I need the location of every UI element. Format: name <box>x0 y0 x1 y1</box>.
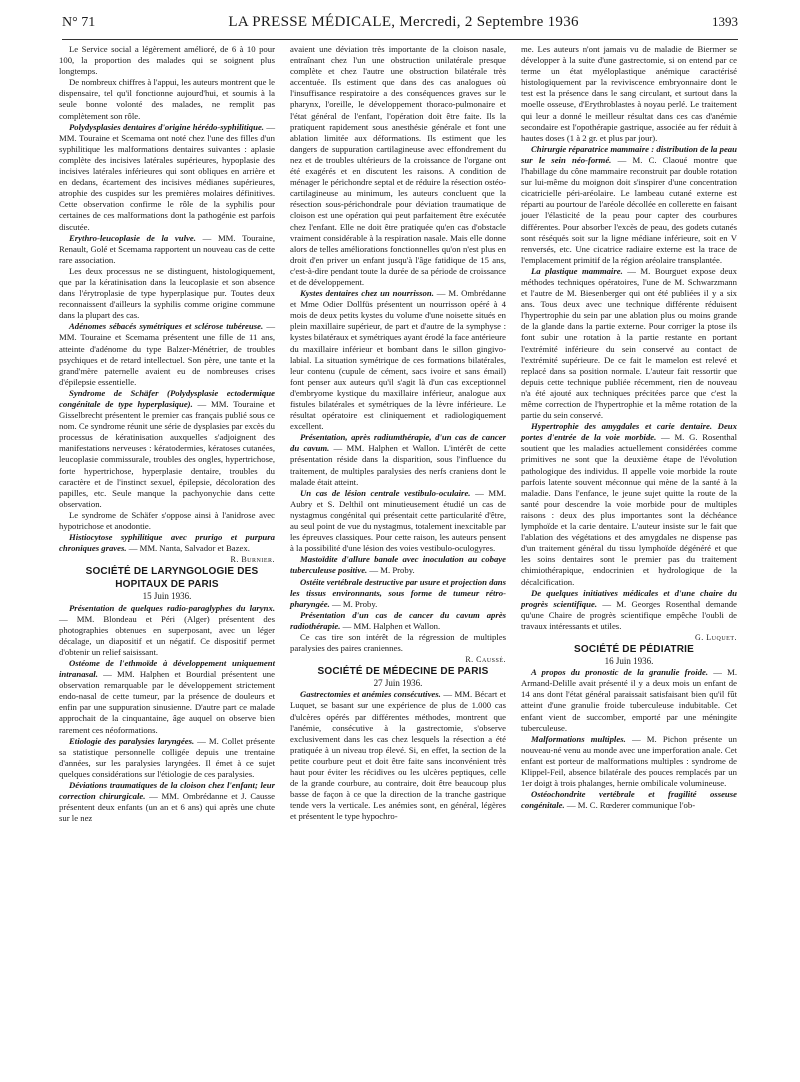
page-header <box>62 14 738 34</box>
article <box>290 554 506 576</box>
article <box>290 689 506 822</box>
article-title: Hypertrophie des amygdales et carie dentaire. Deux portes d'entrée de la voie morbide. <box>521 421 737 443</box>
article-body: — MM. Touraine, Renault, Golé et Scemama rapportent un nouveau cas de cette rare association. <box>59 232 275 265</box>
article-body: — MM. Touraine et Scemama ont noté chez l'une des filles d'un syphilitique les malformations dentaires suivantes : aplasie complète des incisives latérales supérieures, hypoplasie des incisives latérales inférieures qui sont obliques en arrière et en dedans, écartement des incisives médianes supérieures, atrophie des cuspides sur les premières molaires définitives. Cette observation confirme le rôle de la syphilis pour certaines de ces malformations dont la pathogénie est parfois discutée. <box>59 121 276 232</box>
article <box>59 233 275 266</box>
article-title: Malformations multiples. <box>531 733 626 744</box>
article <box>59 532 275 554</box>
article-title: Présentation de quelques radio-paraglyphes du larynx. <box>69 602 275 613</box>
article-body: — M. G. Rosenthal soutient que les maladies actuellement considérées comme primitives ne sont que la deuxième étape de l'évolution pathologique des individus. Il appelle voie morbide la route parfois latente souvent méconnue qui mène de la santé à la maladie. Dans l'enfance, le jeune sujet quitte la route de la santé pour descendre la voie morbide pour de multiples raisons : deux des plus importantes sont la déchéance lymphoïde et la carie dentaire. L'auteur insiste sur le fait que l'ablation des végétations et des amygdales ne dispense pas d'un traitement général du tissu lymphoïde dégénéré et que les soins dentaires sont le premier pas du traitement chimiothérapique, endocrinien et hydrologique de la décalcification. <box>521 432 737 587</box>
article <box>59 780 275 824</box>
article-body: — M. C. Claoué montre que l'habillage du cône mammaire reconstruit par double rotation sur lui-même du moignon doit s'inspirer d'une concentration cicatricielle péri-aréolaire. Le lambeau cutané externe est réparti au pourtour de l'aréole décollée en collerette en faisant jouer l'élasticité de la peau pour capter des courbures différentes. Pour absorber l'excès de peau, des godets cutanés sont réséqués soit sur la ligne médiane inférieure, soit en V renversés, etc. Une cicatrice radiaire externe est la trace de l'emplacement primitif de la région aréolaire transplantée. <box>521 154 737 265</box>
article <box>290 488 506 555</box>
section-heading: SOCIÉTÉ DE PÉDIATRIE <box>574 644 694 656</box>
article <box>521 588 737 632</box>
article-title: Polydysplasies dentaires d'origine hérédo-syphilitique. <box>69 121 264 132</box>
article <box>521 734 737 789</box>
article-body: — M. C. Rœderer communique l'ob- <box>564 800 696 811</box>
article-body: — M. Georges Rosenthal demande qu'une Chaire de progrès scientifique empêche l'oubli de travaux intéressants et utiles. <box>521 598 737 631</box>
article-body: — M. Bourguet expose deux méthodes techniques opératoires, l'une de M. Schwarzmann et l'autre de M. Biesenberger qui ont été publiées il y a six ans. Tous deux avec une technique différente réduisent l'hypertrophie du sein par une ablation plus ou moins grande de la glande dans la partie externe. Pour corriger la ptose ils font subir une rotation à la partie restante en portant l'extrémité inférieure du sein conservé au contact de l'extrémité supérieure. De ce fait le mamelon est relevé et replacé dans sa position normale. L'auteur fait ressortir que depuis cette technique publiée récemment, rien de nouveau n'a été ajouté aux techniques précitées parce que c'est la même correction de l'hypertrophie et la même rotation de la partie du sein conservé. <box>521 265 737 421</box>
article-title: A propos du pronostic de la granulie froide. <box>531 667 709 678</box>
article-body: — MM. Bécart et Luquet, se basant sur une expérience de plus de 1.000 cas d'ulcères opérés par différentes méthodes, montrent que l'anémie, consécutive à la gastrectomie, s'observe exclusivement dans les cas chez lesquels la résection a été pratiquée à un niveau trop élevé. Si, en effet, la section de la petite courbure peut et doit être faite sans inconvénient très haut pour éviter les récidives ou les ulcères peptiques, celle de la grande courbure, au contraire, doit être beaucoup plus basse de façon à ce que la direction de la tranche gastrique tende vers la verticale. Les anémies sont, en général, légères et présentent le type hypochro- <box>290 689 506 822</box>
paragraph: Ce cas tire son intérêt de la régression de multiples paralysies des paires craniennes. <box>290 631 506 654</box>
article-title: Ostéite vertébrale destructive par usure et projection dans les tissus environnants, sous forme de tumeur rétro-pharyngée. <box>290 576 506 609</box>
article-title: Gastrectomies et anémies consécutives. <box>300 689 441 700</box>
article-title: De quelques initiatives médicales et d'une chaire du progrès scientifique. <box>521 587 737 609</box>
article-body: — MM. Halphen et Bourdial présentent une observation remarquable par le développement strictement endo-nasal de cette tumeur, par la présence de douleurs et enfin par une suppuration sinusienne. D'autre part ce malade approchait de la cinquantaine, âge auquel on observe bien rarement ces néoformations. <box>59 669 275 735</box>
article <box>290 432 506 487</box>
journal-title: LA PRESSE MÉDICALE, Mercredi, 2 Septembre 1936 <box>228 14 579 30</box>
article-body: — MM. Ombrédanne et J. Causse présentent deux enfants (un an et 6 ans) qui après une chute sur le nez <box>59 791 275 824</box>
paragraph: Les deux processus ne se distinguent, histologiquement, que par la kératinisation dans la leucoplasie et son absence dans l'érytroplasie de type hyperplasique pur. Toutes deux reconnaissent d'ailleurs la syphilis comme origine commune dans la plupart des cas. <box>59 265 275 321</box>
article <box>59 321 275 388</box>
article-body: — MM. Aubry et S. Delthil ont minutieusement étudié un cas de nystagmus congénital qui présentait cette particularité d'être, au seul point de vue du nystagmus, totalement inexcitable par les épreuves classiques. Pour cette raison, les auteurs pensent à la possibilité d'une lésion des voies vestibulo-oculogyres. <box>290 487 506 554</box>
article <box>59 603 275 658</box>
article-body: — MM. Halphen et Wallon. <box>340 620 441 631</box>
article-title: Mastoïdite d'allure banale avec inoculation au cobaye tuberculeuse positive. <box>290 554 506 576</box>
article-title: Syndrome de Schäfer (Polydysplasie ectodermique congénitale de type hyperplasique). <box>59 387 275 409</box>
article <box>521 421 737 587</box>
column-right <box>521 44 737 811</box>
article-title: Chirurgie réparatrice mammaire : distribution de la peau sur le sein néo-formé. <box>521 143 737 165</box>
article-body: — MM. Blondeau et Péri (Alger) présentent des photographies obtenues en superposant, avec un léger décalage, un diapositif et un négatif. Ce dispositif permet d'obtenir un relief saisissant. <box>59 613 275 657</box>
article <box>59 388 275 510</box>
article-title: Kystes dentaires chez un nourrisson. <box>300 288 434 299</box>
article-title: Un cas de lésion centrale vestibulo-oculaire. <box>300 487 471 498</box>
article-title: Ostéome de l'ethmoïde à développement uniquement intranasal. <box>59 657 275 680</box>
article <box>59 736 275 780</box>
article-body: — M. Collet présente sa statistique personnelle colligée depuis une trentaine d'années, sur les paralysies laryngées. Il émet à ce sujet quelques considérations sur l'étiologie de ces paralysies. <box>59 735 275 779</box>
article-body: — MM. Nanta, Salvador et Bazex. <box>126 543 250 554</box>
paragraph: Le Service social a légèrement amélioré, de 6 à 10 pour 100, la proportion des malades qui se soignent plus longtemps. <box>59 44 275 77</box>
article <box>521 789 737 811</box>
signature: R. Caussé. <box>465 655 506 665</box>
page-number: 1393 <box>712 14 738 29</box>
article-title: La plastique mammaire. <box>531 265 623 276</box>
header-rule <box>62 39 738 40</box>
column-left <box>59 44 275 824</box>
signature: R. Burnier. <box>230 555 275 565</box>
article <box>290 577 506 610</box>
section-date: 15 Juin 1936. <box>142 591 192 602</box>
article-body: — MM. Touraine et Scemama présentent une fille de 11 ans, atteinte d'adénome du type Balzer-Ménétrier, de troubles psychiques et de retard intellectuel. Son père, une tante et la grand'mère paternelle avaient eu de nombreuses crises d'épilepsie essentielle. <box>59 321 276 387</box>
article-title: Histiocytose syphilitique avec prurigo et purpura chroniques graves. <box>59 532 275 554</box>
issue-number: N° 71 <box>62 15 96 30</box>
article-body: — M. Ombrédanne et Mme Odier Dollfüs présentent un nourrisson opéré à 4 mois de deux petits kystes du volume d'une noisette situés en plein maxillaire supérieur, de part et d'autre de la symphyse : kystes bilatéraux et symétriques ayant érodé la face antérieure du maxillaire inférieur et bombant dans le sillon gingivo-labial. La situation symétrique de ces formations bilatérales, leur contenu (cupule de cément, sacs ivoire et sans émail) font penser aux auteurs qu'il s'agit là d'un cas exceptionnel d'embryome kystique du maxillaire inférieur, analogue aux fistules bilatérales et symétriques de la lèvre inférieure. Le résultat opératoire est cliniquement et radiologiquement excellent. <box>290 288 506 432</box>
signature: G. Luquet. <box>695 632 737 642</box>
article-body: — MM. Halphen et Wallon. L'intérêt de cette présentation réside dans la disparition, sous l'influence du traitement, de multiples paralysies des nerfs craniens dont le malade était atteint. <box>290 443 506 487</box>
paragraph: De nombreux chiffres à l'appui, les auteurs montrent que le dispensaire, tel qu'il fonctionne aujourd'hui, et soumis à la seule bonne volonté des malades, ne remplit pas complètement son rôle. <box>59 77 275 121</box>
section-heading: SOCIÉTÉ DE LARYNGOLOGIE DES HOPITAUX DE PARIS <box>85 566 259 591</box>
paragraph: avaient une déviation très importante de la cloison nasale, entraînant chez l'un une obstruction unilatérale presque complète et chez l'autre une obstruction bilatérale très accentuée. Ils estiment que dans des cas analogues où l'insuffisance respiratoire a des conséquences graves sur le pharynx, l'oreille, le développement thoraco-pulmonaire et l'état général de l'enfant, l'opération doit être faite. Ils la pratiquent rapidement sous anesthésie générale et font une ablation limitée aux déformations. Ils estiment que les dangers de suppuration cartilagineuse avec effondrement du nez et de troubles ultérieurs de la croissance de l'organe ont été exagérés et en discutent les raisons. A condition de ménager le périchondre septal et de réduire la résection ostéo-cartilagineuse au minimum, les auteurs concluent que la résection sous-périchondrale pour déviation traumatique de cloison est une opération qui peut parfaitement être exécutée chez l'enfant. Elle ne doit être pratiquée qu'en cas d'obstacle vraiment considérable à la respiration nasale. Mais elle donne alors de telles améliorations fonctionnelles qu'on n'est plus en droit d'en priver un enfant jusqu'à l'âge fatidique de 15 ans, c'est-à-dire pendant toute la durée de sa période de croissance et de développement. <box>290 44 506 287</box>
article-body: — M. Pichon présente un nouveau-né venu au monde avec une imperforation anale. Cet enfant est porteur de malformations multiples : syndrome de Klippel-Feil, absence bilatérale des pouces remplacés par un 1er doigt à trois phalanges, hernie ombilicale volumineuse. <box>521 733 737 789</box>
section-date: 16 Juin 1936. <box>604 656 654 667</box>
article-title: Présentation, après radiumthérapie, d'un cas de cancer du cavum. <box>290 432 506 454</box>
article <box>290 288 506 432</box>
article <box>290 610 506 632</box>
article-body: — M. Proby. <box>329 598 378 609</box>
article <box>521 144 737 266</box>
article-body: — M. Proby. <box>367 565 415 576</box>
paragraph: me. Les auteurs n'ont jamais vu de maladie de Biermer se développer à la suite d'une gastrectomie, si on entend par ce terme un état myéloplastique anémique caractérisé histologiquement par la reviviscence embryonnaire dont le test est la présence dans le sang circulant, et surtout dans la moelle osseuse, d'Erythroblastes à noyau perlé. Le traitement qui leur a donné le meilleur résultat dans ces cas d'anémie secondaire est l'opothérapie gastrique, associée au fer réduit à hautes doses (1 à 2 gr. et plus par jour). <box>521 44 737 143</box>
article <box>521 266 737 421</box>
article-body: — M. Armand-Delille avait présenté il y a deux mois un enfant de 14 ans dont l'état général paraissait satisfaisant bien qu'il fût atteint d'une granulie froide tuberculeuse indubitable. Cet enfant vient de succomber, emporté par une méningite tuberculeuse. <box>521 667 737 733</box>
column-middle <box>290 44 506 822</box>
section-date: 27 Juin 1936. <box>373 678 423 689</box>
article-title: Présentation d'un cas de cancer du cavum après radiothérapie. <box>290 609 506 631</box>
article-title: Ostéochondrite vertébrale et fragilité osseuse congénitale. <box>521 789 737 811</box>
article-title: Adénomes sébacés symétriques et sclérose tubéreuse. <box>69 321 264 332</box>
article-title: Etiologie des paralysies laryngées. <box>69 735 195 746</box>
article-title: Déviations traumatiques de la cloison chez l'enfant; leur correction chirurgicale. <box>59 780 275 802</box>
section-heading: SOCIÉTÉ DE MÉDECINE DE PARIS <box>317 666 489 678</box>
paragraph: Le syndrome de Schäfer s'oppose ainsi à l'anidrose avec hypotrichose et anodontie. <box>59 509 275 532</box>
article <box>521 667 737 734</box>
article-body: — MM. Touraine et Gisselbrecht présentent le premier cas français publié sous ce nom. Ce syndrome réunit une série de dysplasies par excès du processus de kératinisation auxquelles s'adjoignent des manifestations nerveuses : kératodermies, kératoses cutanées, leucoplasie commissurale, troubles des ongles, hypertrichose, forte hypertrichose, hyperplasie dentaire, troubles du caractère et de l'instinct sexuel, épilepsie, décoloration des papilles, etc. Seule manque la pachyonychie dans cette observation. <box>59 399 276 509</box>
article <box>59 658 275 736</box>
article-title: Erythro-leucoplasie de la vulve. <box>69 232 196 243</box>
article <box>59 122 275 233</box>
